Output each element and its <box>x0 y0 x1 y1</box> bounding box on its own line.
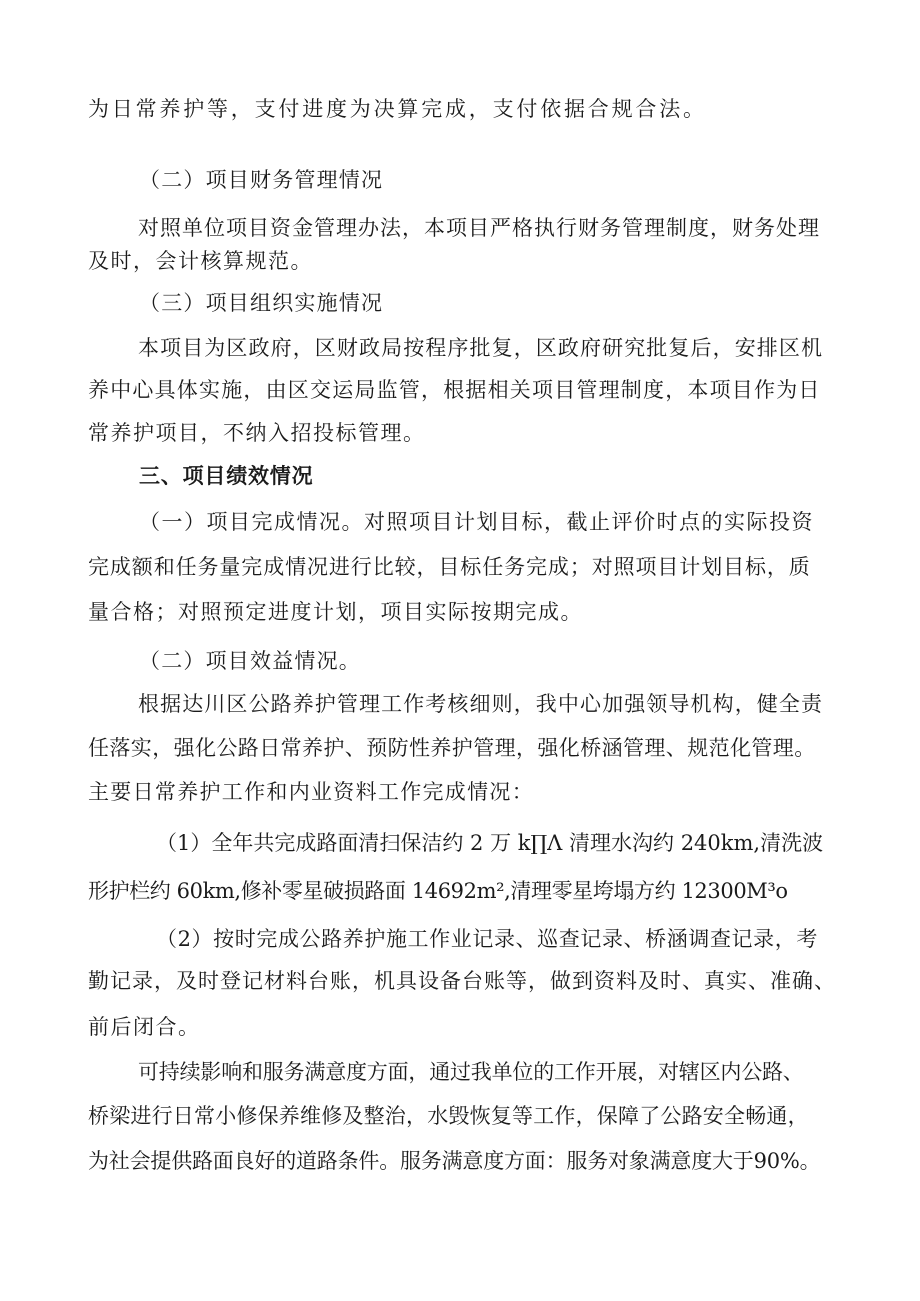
text-line: 完成额和任务量完成情况进行比较，目标任务完成；对照项目计划目标，质 <box>88 555 811 579</box>
text-line: 为社会提供路面良好的道路条件。服务满意度方面：服务对象满意度大于90%。 <box>88 1149 821 1173</box>
text-line: 本项目为区政府，区财政局按程序批复，区政府研究批复后，安排区机 <box>138 336 824 360</box>
text-line: 主要日常养护工作和内业资料工作完成情况： <box>88 780 534 804</box>
text-line: 常养护项目，不纳入招投标管理。 <box>88 421 426 445</box>
text-line: （1）全年共完成路面清扫保洁约 2 万 k∏Λ 清理水沟约 240km,清洗波 <box>156 831 824 855</box>
text-line: 为日常养护等，支付进度为决算完成，支付依据合规合法。 <box>88 97 707 121</box>
text-line: 养中心具体实施，由区交运局监管，根据相关项目管理制度，本项目作为日 <box>88 378 821 402</box>
text-line: （一）项目完成情况。对照项目计划目标，截止评价时点的实际投资 <box>139 510 814 534</box>
text-line: 任落实，强化公路日常养护、预防性养护管理，强化桥涵管理、规范化管理。 <box>88 736 816 760</box>
section-heading: （三）项目组织实施情况 <box>139 291 384 315</box>
chapter-heading: 三、项目绩效情况 <box>139 464 314 488</box>
text-line: 对照单位项目资金管理办法，本项目严格执行财务管理制度，财务处理 <box>138 216 820 240</box>
text-line: 根据达川区公路养护管理工作考核细则，我中心加强领导机构，健全责 <box>138 692 824 716</box>
section-heading: （二）项目财务管理情况 <box>139 168 384 192</box>
text-line: 勤记录，及时登记材料台账，机具设备台账等，做到资料及时、真实、准确、 <box>88 969 836 993</box>
text-line: 及时，会计核算规范。 <box>88 249 313 273</box>
text-line: 量合格；对照预定进度计划，项目实际按期完成。 <box>88 600 583 624</box>
text-line: （二）项目效益情况。 <box>139 649 361 673</box>
text-line: （2）按时完成公路养护施工作业记录、巡查记录、桥涵调查记录，考 <box>156 927 818 951</box>
text-line: 形护栏约 60km,修补零星破损路面 14692m²,清理零星垮塌方约 12300M³o <box>88 879 788 903</box>
text-line: 可持续影响和服务满意度方面，通过我单位的工作开展，对辖区内公路、 <box>138 1060 804 1084</box>
text-line: 前后闭合。 <box>88 1015 201 1039</box>
text-line: 桥梁进行日常小修保养维修及整治，水毁恢复等工作，保障了公路安全畅通， <box>88 1104 809 1128</box>
